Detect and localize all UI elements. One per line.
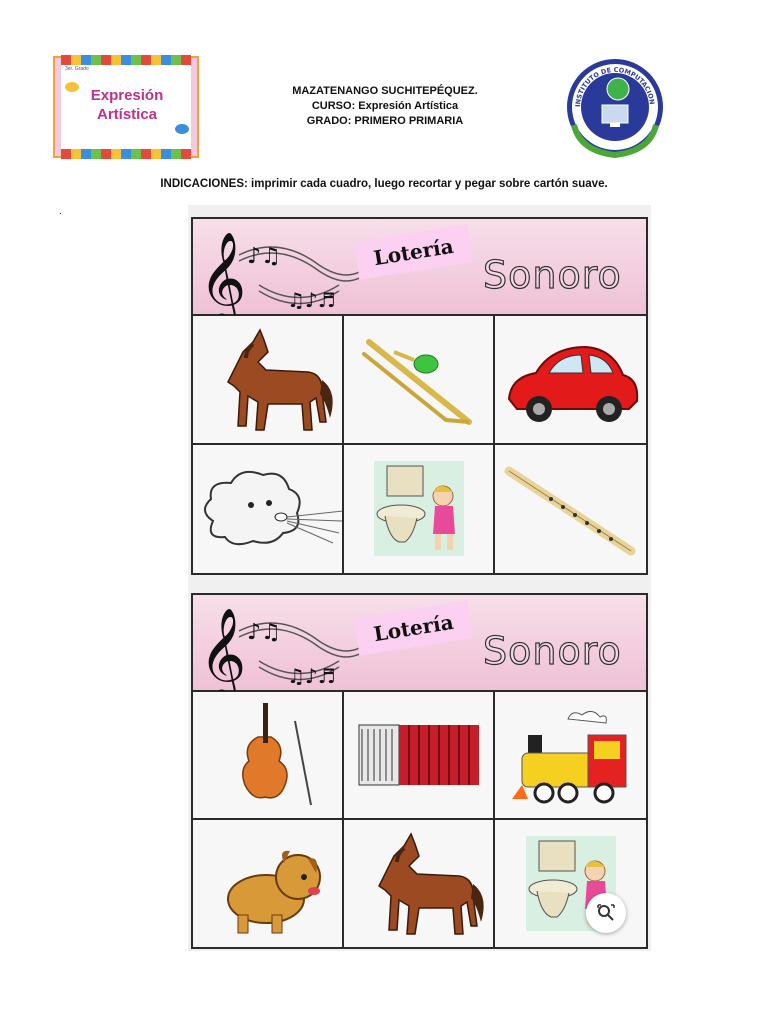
sonoro-title: Sonoro — [483, 629, 622, 673]
card-grid — [193, 316, 646, 573]
card-banner — [193, 595, 646, 692]
institute-seal-logo — [560, 55, 670, 159]
music-notes-icon — [199, 601, 359, 691]
card-cell — [344, 445, 495, 574]
card-banner — [193, 219, 646, 316]
loteria-tag — [354, 600, 474, 656]
logo-expresion-artistica — [55, 58, 197, 156]
card-cell — [495, 445, 646, 574]
accordion-icon — [354, 715, 484, 795]
card-cell — [344, 316, 495, 445]
sonoro-title: Sonoro — [483, 253, 622, 297]
zoom-search-icon — [596, 903, 616, 923]
header-course: CURSO: Expresión Artística — [311, 100, 459, 112]
card-cell — [193, 692, 344, 820]
crayon-border-icon — [61, 55, 191, 65]
card-cell — [495, 316, 646, 445]
seal-text: INSTITUTO DE COMPUTACION — [573, 65, 656, 108]
card-cell — [344, 820, 495, 948]
stray-mark: . — [59, 206, 62, 217]
loteria-tag — [354, 224, 474, 280]
logo-title-line2: Artística — [96, 106, 158, 123]
loteria-label: Lotería — [371, 609, 456, 647]
card-cell — [193, 820, 344, 948]
music-notes-icon — [199, 225, 359, 315]
card-cell — [495, 820, 646, 948]
crayon-border-icon — [61, 149, 191, 159]
card-cell — [193, 316, 344, 445]
card-cell — [495, 692, 646, 820]
horse-icon — [198, 322, 338, 437]
red-car-icon — [501, 329, 641, 429]
logo-title-line1: Expresión — [90, 87, 164, 104]
logo-small-label: 3er. Grado — [65, 66, 89, 72]
train-icon — [508, 705, 633, 805]
card-cell — [193, 445, 344, 574]
zoom-search-button[interactable] — [586, 893, 626, 933]
puppy-icon — [208, 829, 328, 937]
flute-icon — [501, 451, 641, 566]
loteria-label: Lotería — [371, 233, 456, 271]
toilet-girl-icon — [369, 456, 469, 561]
wind-cloud-icon — [193, 461, 342, 556]
horse-icon — [349, 826, 489, 941]
indications-text: INDICACIONES: imprimir cada cuadro, luego recortar y pegar sobre cartón suave. — [160, 178, 608, 190]
trombone-icon — [354, 322, 484, 437]
header-info — [230, 84, 540, 129]
card-grid — [193, 692, 646, 947]
card-cell — [344, 692, 495, 820]
header-grade: GRADO: PRIMERO PRIMARIA — [306, 115, 464, 127]
loteria-card-2 — [188, 589, 651, 951]
header-location: MAZATENANGO SUCHITEPÉQUEZ. — [292, 85, 478, 97]
violin-icon — [213, 697, 323, 812]
loteria-card-1 — [188, 205, 651, 589]
paint-palette-icon — [175, 124, 189, 134]
